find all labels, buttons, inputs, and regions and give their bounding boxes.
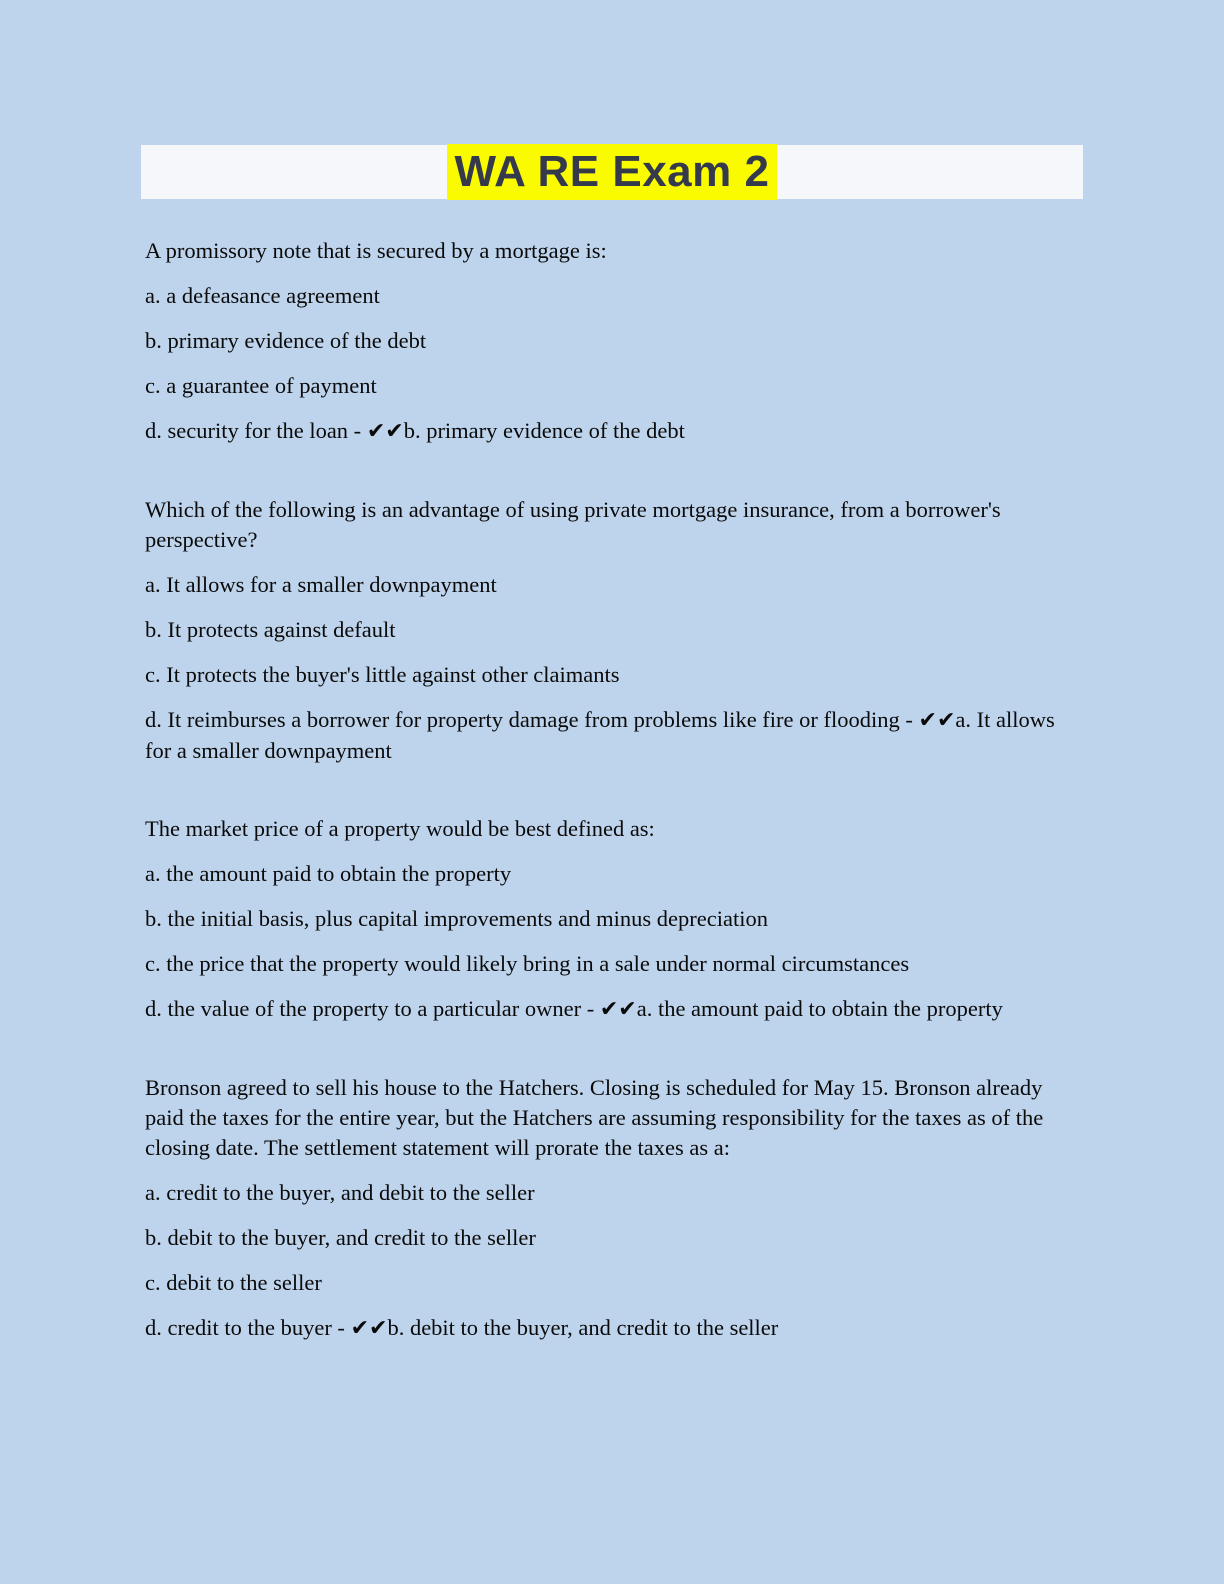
option-d-answer-line: [145, 1313, 1070, 1344]
option-a: a. credit to the buyer, and debit to the seller: [145, 1180, 535, 1205]
option-d-text: d. It reimburses a borrower for property damage from problems like fire or flooding -: [145, 707, 919, 732]
checkmarks-icon: ✔✔: [918, 708, 956, 733]
question-text: Which of the following is an advantage of using private mortgage insurance, from a borrower's perspective?: [145, 497, 1001, 552]
correct-answer-text: a. It allows for a smaller downpayment: [145, 707, 1055, 763]
question-text: A promissory note that is secured by a mortgage is:: [145, 238, 607, 263]
checkmarks-icon: ✔✔: [366, 419, 404, 444]
option-c: c. the price that the property would likely bring in a sale under normal circumstances: [145, 951, 910, 976]
correct-answer-text: a. the amount paid to obtain the property: [636, 996, 1003, 1021]
option-d-answer-line: [145, 705, 1070, 766]
checkmarks-icon: ✔✔: [350, 1316, 388, 1341]
option-b: b. primary evidence of the debt: [145, 328, 427, 353]
questions-content: [145, 236, 1070, 1392]
option-d-answer-line: [145, 994, 1070, 1025]
correct-answer-text: b. primary evidence of the debt: [403, 418, 685, 443]
question-text: Bronson agreed to sell his house to the Hatchers. Closing is scheduled for May 15. Bronson already paid the taxes for the entire year, but the Hatchers are assuming responsibility for the taxes as of the closing date. The settlement statement will prorate the taxes as a:: [145, 1075, 1044, 1160]
option-b: b. It protects against default: [145, 617, 396, 642]
checkmarks-icon: ✔✔: [599, 997, 637, 1022]
option-c: c. It protects the buyer's little against other claimants: [145, 662, 620, 687]
option-b: b. debit to the buyer, and credit to the seller: [145, 1225, 536, 1250]
option-a: a. the amount paid to obtain the property: [145, 861, 512, 886]
option-d-text: d. security for the loan -: [145, 418, 367, 443]
option-a: a. It allows for a smaller downpayment: [145, 572, 497, 597]
question-block-2: [145, 495, 1070, 766]
option-a: a. a defeasance agreement: [145, 283, 380, 308]
option-d-text: d. the value of the property to a particular owner -: [145, 996, 600, 1021]
option-c: c. debit to the seller: [145, 1270, 322, 1295]
question-text: The market price of a property would be best defined as:: [145, 816, 655, 841]
question-block-1: [145, 236, 1070, 447]
page-title: WA RE Exam 2: [447, 144, 778, 200]
question-block-3: [145, 814, 1070, 1025]
option-d-answer-line: [145, 416, 1070, 447]
option-c: c. a guarantee of payment: [145, 373, 377, 398]
correct-answer-text: b. debit to the buyer, and credit to the seller: [387, 1315, 779, 1340]
header-strip: [141, 145, 1083, 199]
option-d-text: d. credit to the buyer -: [145, 1315, 351, 1340]
option-b: b. the initial basis, plus capital improvements and minus depreciation: [145, 906, 768, 931]
question-block-4: [145, 1073, 1070, 1344]
